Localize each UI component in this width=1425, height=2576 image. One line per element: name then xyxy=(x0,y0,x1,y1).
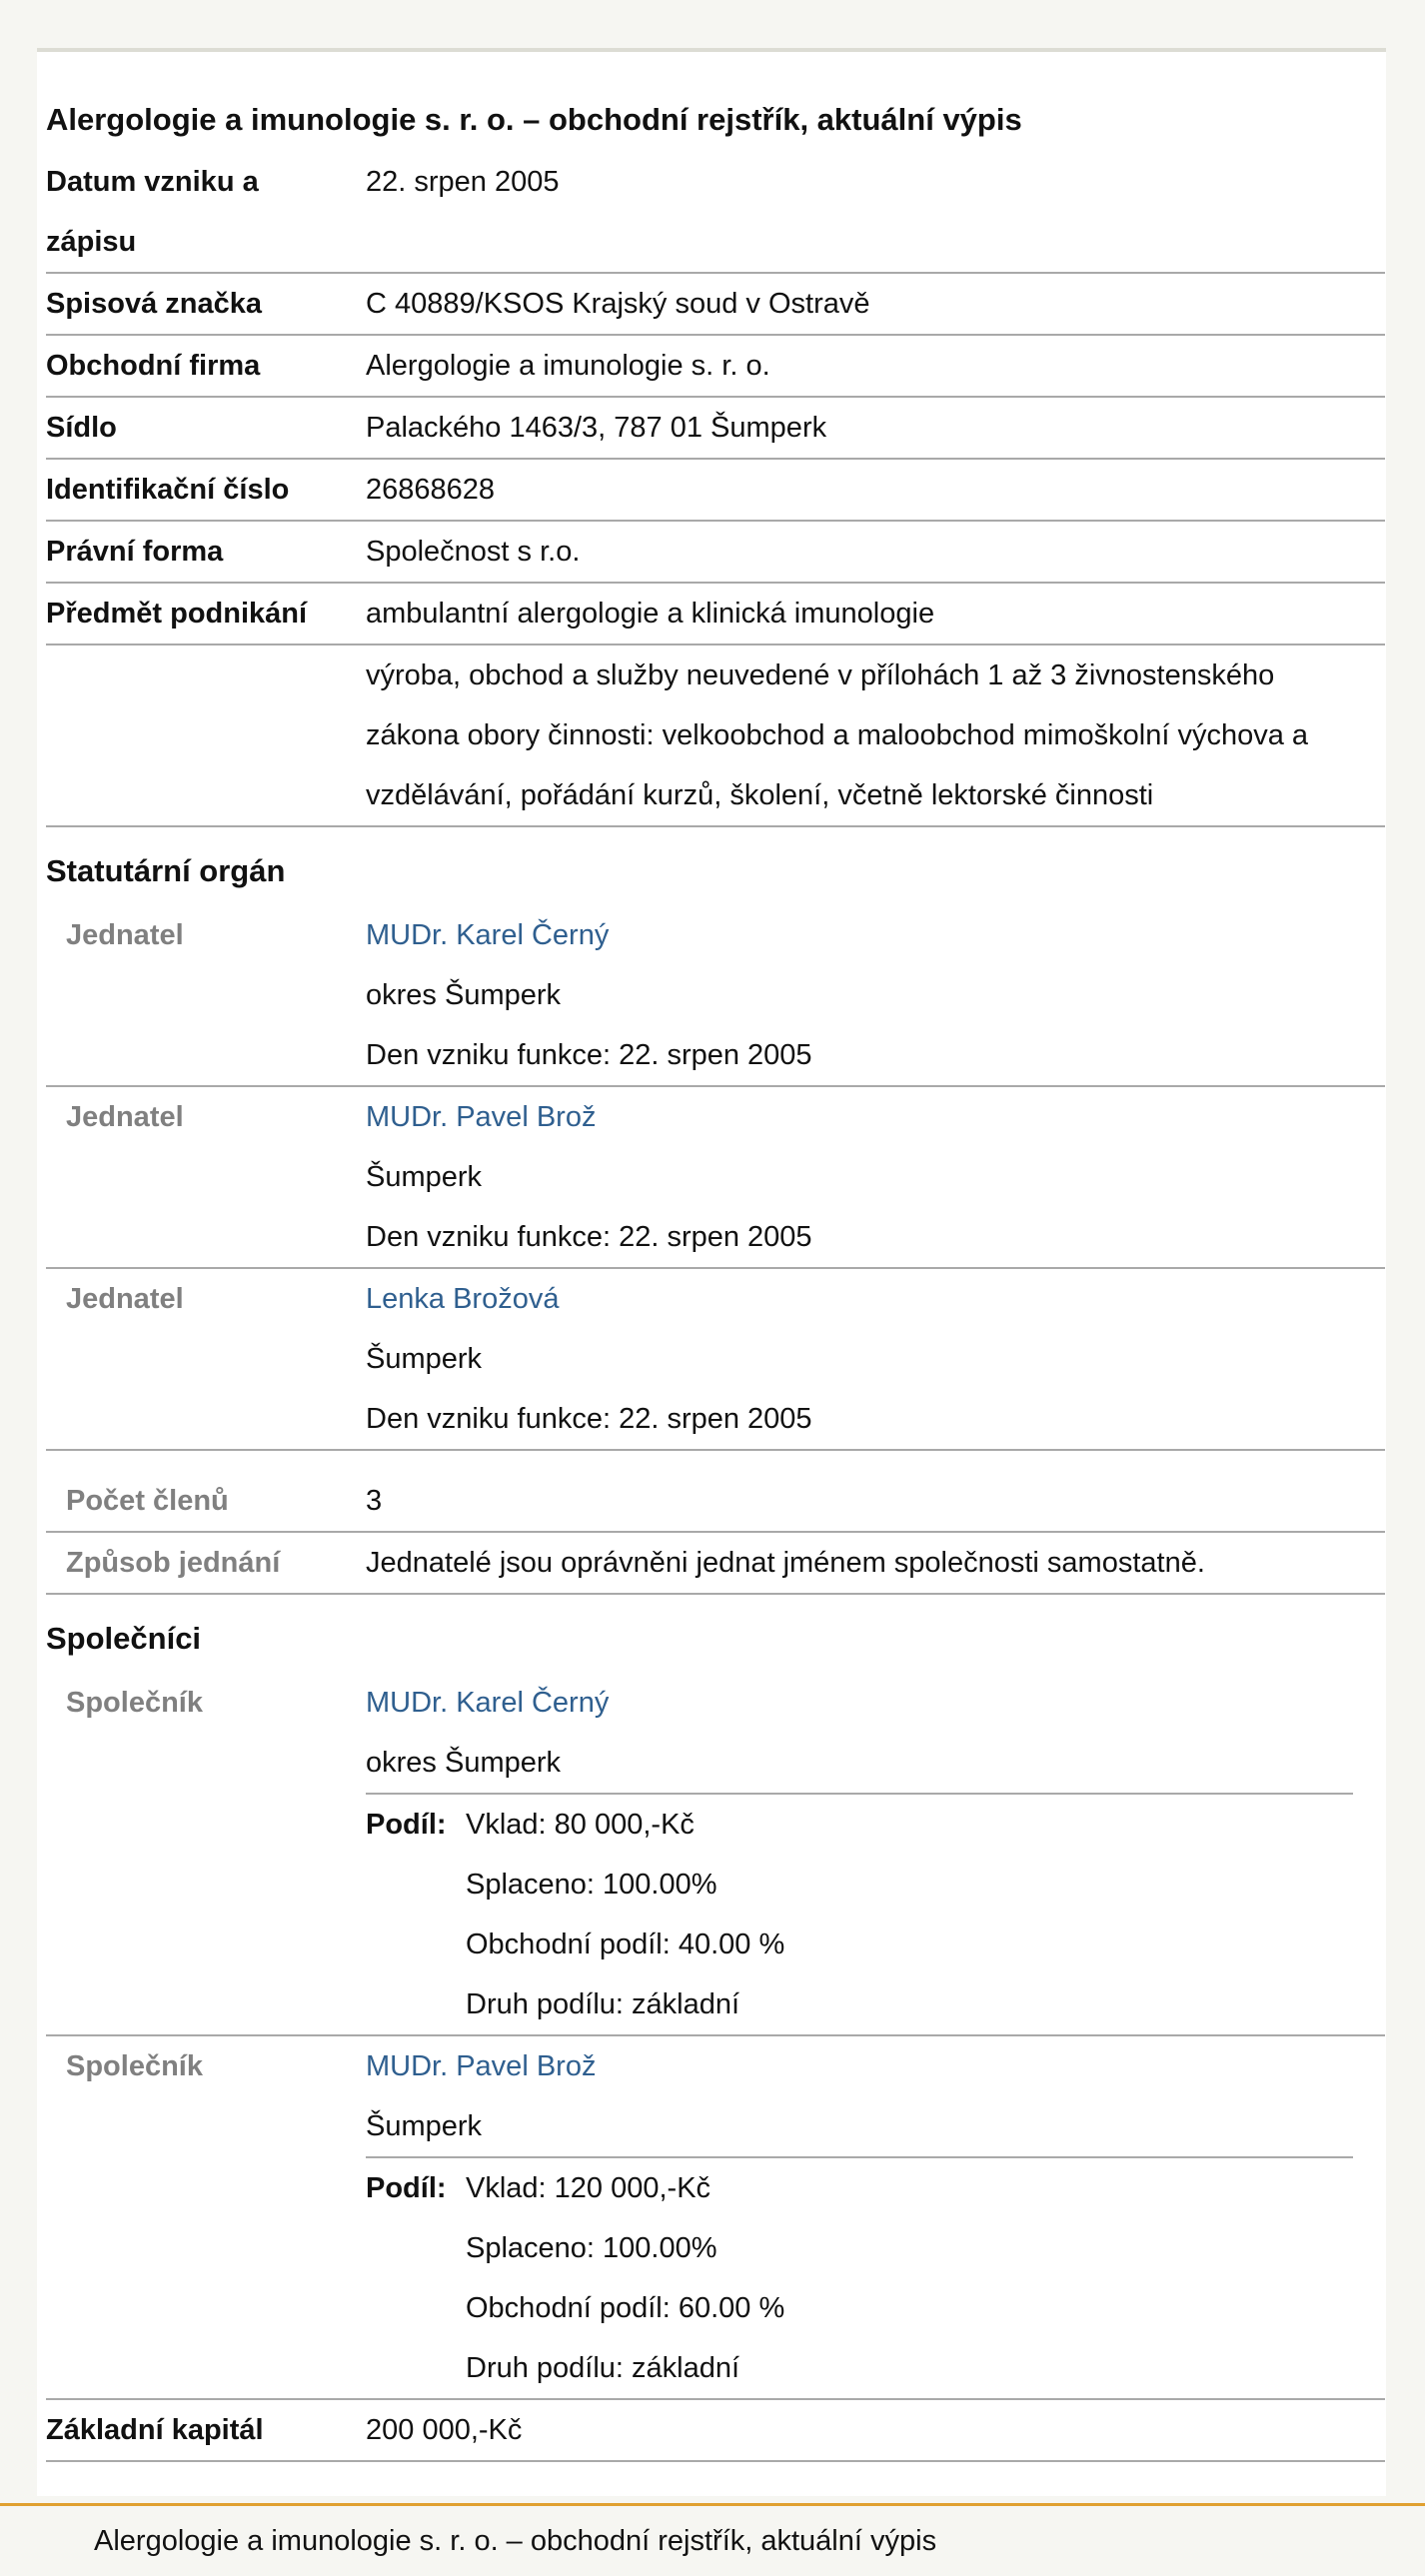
jednatel-name-link[interactable]: Lenka Brožová xyxy=(366,1283,560,1315)
spolecnik-name-link[interactable]: MUDr. Karel Černý xyxy=(366,1687,610,1719)
divider xyxy=(46,2460,1385,2462)
jednatel-label: Jednatel xyxy=(66,919,184,951)
statutarni-heading: Statutární orgán xyxy=(46,853,286,888)
forma-value: Společnost s r.o. xyxy=(366,536,581,568)
podil-druh: Druh podílu: základní xyxy=(466,1988,740,2020)
podil-label: Podíl: xyxy=(366,2172,447,2204)
jednatel-label: Jednatel xyxy=(66,1283,184,1315)
kapital-value: 200 000,-Kč xyxy=(366,2414,523,2446)
spolecnik-label: Společník xyxy=(66,1687,203,1719)
jednatel-place: Šumperk xyxy=(366,1161,483,1193)
ic-label: Identifikační číslo xyxy=(46,474,290,506)
divider xyxy=(46,1085,1385,1087)
jednatel-place: Šumperk xyxy=(366,1343,483,1375)
podil-label: Podíl: xyxy=(366,1809,447,1841)
spolecnik-name-link[interactable]: MUDr. Pavel Brož xyxy=(366,2050,597,2082)
pocet-clenu-value: 3 xyxy=(366,1485,383,1517)
divider xyxy=(46,520,1385,522)
footer-text: Alergologie a imunologie s. r. o. – obchodní rejstřík, aktuální výpis xyxy=(94,2525,937,2557)
predmet-label: Předmět podnikání xyxy=(46,598,308,630)
podil-splaceno: Splaceno: 100.00% xyxy=(466,1869,717,1901)
divider xyxy=(46,2034,1385,2036)
jednatel-name-link[interactable]: MUDr. Pavel Brož xyxy=(366,1101,597,1133)
footer-divider xyxy=(0,2503,1425,2506)
podil-vklad: Vklad: 80 000,-Kč xyxy=(466,1809,695,1841)
jednatel-vznik: Den vzniku funkce: 22. srpen 2005 xyxy=(366,1039,812,1071)
spolecnik-label: Společník xyxy=(66,2050,203,2082)
kapital-label: Základní kapitál xyxy=(46,2414,264,2446)
spis-value: C 40889/KSOS Krajský soud v Ostravě xyxy=(366,288,870,320)
predmet-value-line: výroba, obchod a služby neuvedené v přílohách 1 až 3 živnostenského xyxy=(366,659,1275,691)
firma-value: Alergologie a imunologie s. r. o. xyxy=(366,350,770,382)
forma-label: Právní forma xyxy=(46,536,224,568)
ic-value: 26868628 xyxy=(366,474,496,506)
datum-label: Datum vzniku a xyxy=(46,166,259,198)
jednatel-vznik: Den vzniku funkce: 22. srpen 2005 xyxy=(366,1221,812,1253)
podil-vklad: Vklad: 120 000,-Kč xyxy=(466,2172,712,2204)
datum-value: 22. srpen 2005 xyxy=(366,166,560,198)
divider xyxy=(46,1267,1385,1269)
predmet-value: ambulantní alergologie a klinická imunologie xyxy=(366,598,935,630)
page-title: Alergologie a imunologie s. r. o. – obchodní rejstřík, aktuální výpis xyxy=(46,102,1022,137)
podil-obchodni: Obchodní podíl: 60.00 % xyxy=(466,2292,785,2324)
zpusob-jednani-value: Jednatelé jsou oprávněni jednat jménem společnosti samostatně. xyxy=(366,1547,1205,1579)
predmet-value-line: vzdělávání, pořádání kurzů, školení, včetně lektorské činnosti xyxy=(366,779,1154,811)
podil-obchodni: Obchodní podíl: 40.00 % xyxy=(466,1929,785,1960)
podil-splaceno: Splaceno: 100.00% xyxy=(466,2232,717,2264)
pocet-clenu-label: Počet členů xyxy=(66,1485,229,1517)
podil-druh: Druh podílu: základní xyxy=(466,2352,740,2384)
divider xyxy=(46,1593,1385,1595)
spolecnici-heading: Společníci xyxy=(46,1621,202,1656)
jednatel-label: Jednatel xyxy=(66,1101,184,1133)
firma-label: Obchodní firma xyxy=(46,350,261,382)
jednatel-place: okres Šumperk xyxy=(366,979,562,1011)
spolecnik-place: Šumperk xyxy=(366,2110,483,2142)
spis-label: Spisová značka xyxy=(46,288,262,320)
divider xyxy=(46,825,1385,827)
divider xyxy=(46,1449,1385,1451)
jednatel-vznik: Den vzniku funkce: 22. srpen 2005 xyxy=(366,1403,812,1435)
jednatel-name-link[interactable]: MUDr. Karel Černý xyxy=(366,919,610,951)
spolecnik-place: okres Šumperk xyxy=(366,1747,562,1779)
sidlo-label: Sídlo xyxy=(46,412,117,444)
datum-label-line2: zápisu xyxy=(46,226,137,258)
predmet-value-line: zákona obory činnosti: velkoobchod a maloobchod mimoškolní výchova a xyxy=(366,719,1309,751)
sidlo-value: Palackého 1463/3, 787 01 Šumperk xyxy=(366,412,827,444)
zpusob-jednani-label: Způsob jednání xyxy=(66,1547,281,1579)
